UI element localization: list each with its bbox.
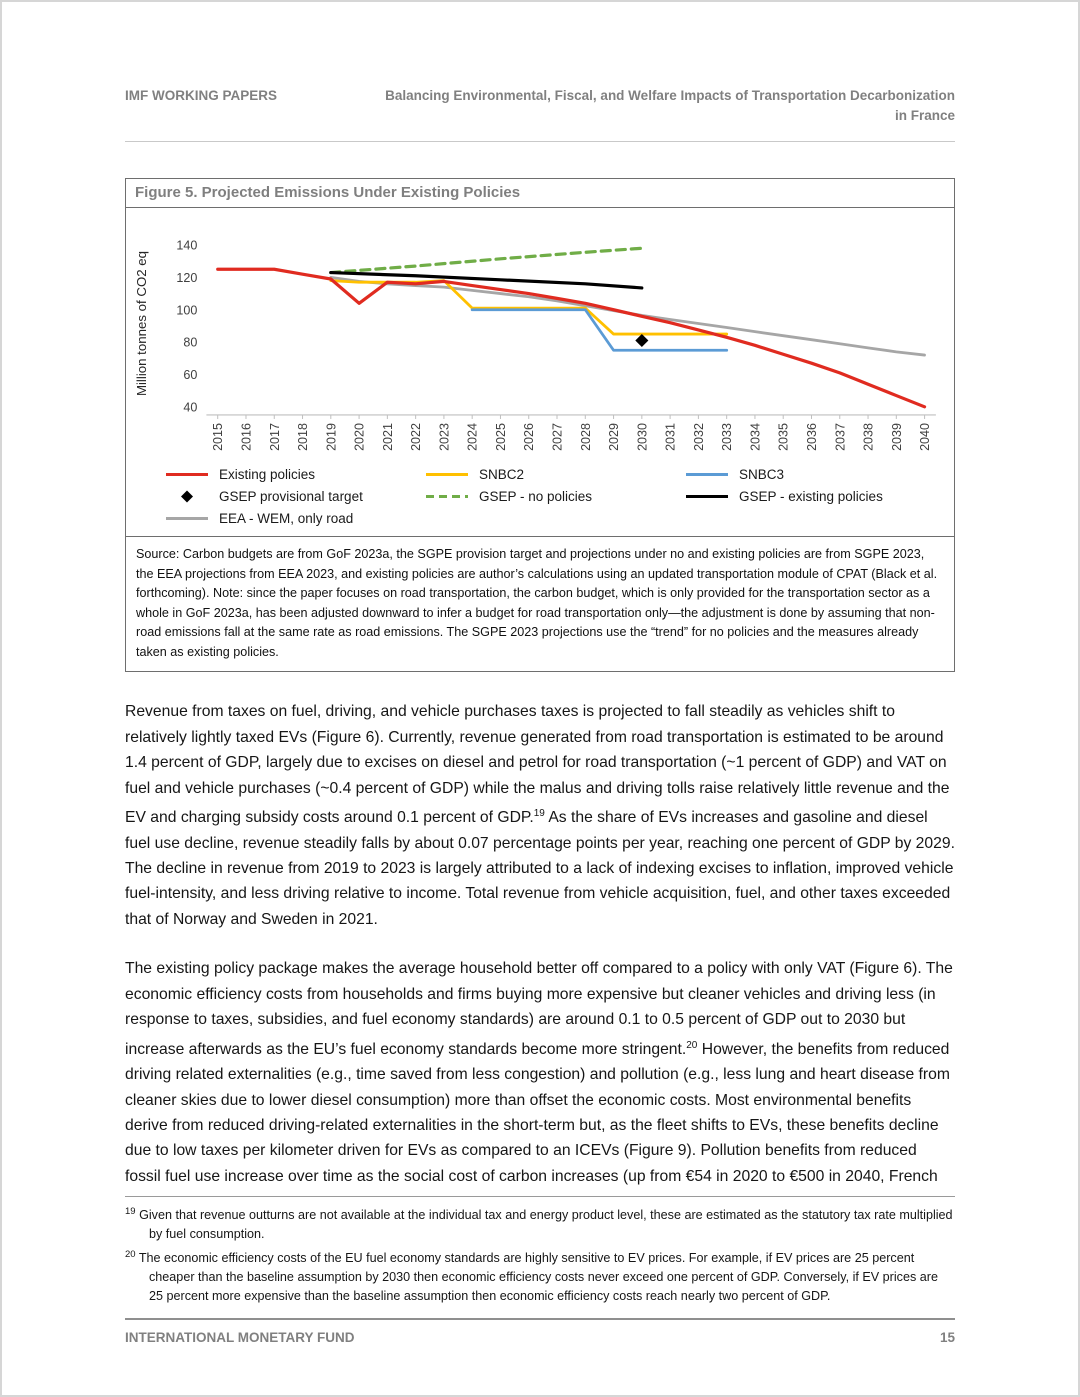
svg-text:140: 140 bbox=[176, 238, 198, 253]
svg-text:Million tonnes of CO2 eq: Million tonnes of CO2 eq bbox=[134, 251, 150, 397]
legend-label: Existing policies bbox=[219, 467, 316, 483]
footnote-20: $^{20}$ The economic efficiency costs of the EU fuel economy standards are highly sensitive to EV prices. For example, if EV prices are 25 percent cheaper than the baseline assumption by 2030 then economic efficiency costs never exceed one percent of GDP. Conversely, if EV prices are 25 percent more expensive than the baseline assumption then economic efficiency costs reach nearly two percent of GDP. bbox=[125, 1249, 938, 1303]
svg-text:2037: 2037 bbox=[833, 423, 848, 452]
svg-text:2040: 2040 bbox=[918, 423, 933, 452]
svg-text:2021: 2021 bbox=[380, 423, 395, 452]
svg-text:2035: 2035 bbox=[776, 423, 791, 452]
svg-text:2016: 2016 bbox=[239, 423, 254, 452]
document-footer bbox=[125, 1318, 955, 1345]
svg-text:80: 80 bbox=[183, 335, 198, 350]
svg-text:2015: 2015 bbox=[211, 423, 226, 452]
figure-title: Figure 5. Projected Emissions Under Existing Policies bbox=[126, 179, 954, 208]
footnote-marker: 20 bbox=[125, 1249, 136, 1261]
paragraph-revenue: Revenue from taxes on fuel, driving, and vehicle purchases taxes is projected to fall steadily as vehicles shift to relatively lightly taxed EVs (Figure 6). Currently, revenue generated from road transportation is estimated to be around 1.4 percent of GDP, largely due to excises on diesel and petrol for road transportation (~1 percent of GDP) and VAT on fuel and vehicle purchases (~0.4 percent of GDP) while the malus and driving tolls raise relatively little revenue and the EV and charging subsidy costs around 0.1 percent of GDP.$^{19}$ As the share of EVs increases and gasoline and diesel fuel use decline, revenue steadily falls by about 0.07 percentage points per year, reaching one percent of GDP by 2029. The decline in revenue from 2019 to 2023 is largely attributed to a lack of indexing excises to inflation, improved vehicle fuel-intensity, and less driving relative to income. Total revenue from vehicle acquisition, fuel, and other taxes exceeded that of Norway and Sweden in 2021. bbox=[125, 703, 955, 928]
legend-label: GSEP - no policies bbox=[479, 489, 593, 505]
footnote-reference: 19 bbox=[533, 808, 545, 820]
footnote-divider bbox=[125, 1196, 955, 1197]
legend-label: GSEP - existing policies bbox=[739, 489, 883, 505]
line-marker-icon bbox=[424, 468, 470, 481]
svg-text:2038: 2038 bbox=[861, 423, 876, 452]
line-marker-icon bbox=[684, 468, 730, 481]
footnote-19: $^{19}$ Given that revenue outturns are not available at the individual tax and energy product level, these are estimated as the statutory tax rate multiplied by fuel consumption. bbox=[125, 1206, 953, 1241]
legend-label: GSEP provisional target bbox=[219, 489, 363, 505]
legend-item-snbc2 bbox=[424, 467, 684, 482]
body-text bbox=[125, 699, 955, 1189]
figure-box bbox=[125, 178, 955, 672]
paragraph-policy-package: The existing policy package makes the average household better off compared to a policy with only VAT (Figure 6). The economic efficiency costs from households and firms buying more expensive but cleaner vehicles and driving less (in response to taxes, subsidies, and fuel economy standards) are around 0.1 to 0.5 percent of GDP out to 2030 but increase afterwards as the EU’s fuel economy standards become more stringent.$^{20}$ However, the benefits from reduced driving related externalities (e.g., time saved from less congestion) and pollution (e.g., less lung and heart disease from cleaner skies due to lower diesel consumption) more than offset the economic costs. Most environmental benefits derive from reduced driving-related externalities in the short-term but, as the fleet shifts to EVs, these benefits decline due to low taxes per kilometer driven for EVs as compared to an ICEVs (Figure 9). Pollution benefits from reduced fossil fuel use increase over time as the social cost of carbon increases (up from €54 in 2020 to €500 in 2040, French bbox=[125, 960, 953, 1185]
emissions-line-chart bbox=[126, 208, 954, 463]
svg-text:2026: 2026 bbox=[522, 423, 537, 452]
svg-text:2032: 2032 bbox=[691, 423, 706, 452]
svg-text:2018: 2018 bbox=[296, 423, 311, 452]
footnotes bbox=[125, 1205, 955, 1310]
svg-text:100: 100 bbox=[176, 303, 198, 318]
legend-item-existing-policies bbox=[164, 467, 424, 482]
chart-canvas bbox=[126, 216, 954, 463]
svg-text:60: 60 bbox=[183, 368, 198, 383]
figure-source-note: Source: Carbon budgets are from GoF 2023a, the SGPE provision target and projections under no and existing policies are from SGPE 2023, the EEA projections from EEA 2023, and existing policies are author’s calculations using an updated transportation module of CPAT (Black et al. forthcoming). Note: since the paper focuses on road transportation, the carbon budget, which is only provided for the transportation sector as a whole in GoF 2023a, has been adjusted downward to infer a budget for road transportation only—the adjustment is done by assuming that non-road emissions fall at the same rate as road emissions. The SGPE 2023 projections use the “trend” for no policies and the measures already taken as existing policies. bbox=[126, 536, 954, 671]
legend-item-gsep-provisional-target bbox=[164, 489, 424, 504]
svg-text:2031: 2031 bbox=[663, 423, 678, 452]
svg-text:2030: 2030 bbox=[635, 423, 650, 452]
svg-text:2039: 2039 bbox=[889, 423, 904, 452]
svg-text:2025: 2025 bbox=[493, 423, 508, 452]
svg-text:2020: 2020 bbox=[352, 423, 367, 452]
svg-text:2027: 2027 bbox=[550, 423, 565, 452]
footnote-reference: 20 bbox=[686, 1039, 698, 1051]
legend-item-gsep-no-policies bbox=[424, 489, 684, 504]
legend-label: SNBC2 bbox=[479, 467, 525, 483]
line-marker-icon bbox=[164, 468, 210, 481]
svg-text:2028: 2028 bbox=[578, 423, 593, 452]
svg-text:40: 40 bbox=[183, 400, 198, 415]
line-marker-icon bbox=[684, 490, 730, 503]
header-divider bbox=[125, 141, 955, 142]
svg-text:2017: 2017 bbox=[267, 423, 282, 452]
footer-publisher: INTERNATIONAL MONETARY FUND bbox=[125, 1330, 355, 1345]
running-head-title-line2: in France bbox=[894, 107, 955, 123]
legend-label: SNBC3 bbox=[739, 467, 785, 483]
svg-text:2022: 2022 bbox=[409, 423, 424, 452]
svg-text:2024: 2024 bbox=[465, 423, 480, 452]
dashed-marker-icon bbox=[424, 490, 470, 503]
legend-label: EEA - WEM, only road bbox=[219, 511, 354, 527]
diamond-marker-icon bbox=[164, 490, 210, 503]
document-header bbox=[125, 86, 955, 125]
footer-page-number: 15 bbox=[939, 1330, 955, 1345]
svg-text:2023: 2023 bbox=[437, 423, 452, 452]
svg-text:2034: 2034 bbox=[748, 423, 763, 452]
svg-text:2029: 2029 bbox=[607, 423, 622, 452]
legend-item-eea-wem-only-road bbox=[164, 511, 424, 526]
line-marker-icon bbox=[164, 512, 210, 525]
svg-text:2019: 2019 bbox=[324, 423, 339, 452]
footnote-marker: 19 bbox=[125, 1206, 136, 1218]
svg-text:2036: 2036 bbox=[805, 423, 820, 452]
legend-item-snbc3 bbox=[684, 467, 944, 482]
running-head-right bbox=[385, 86, 955, 125]
running-head-title-line1: Balancing Environmental, Fiscal, and Welfare Impacts of Transportation Decarbonization bbox=[385, 88, 955, 103]
chart-legend bbox=[126, 463, 954, 536]
running-head-left: IMF WORKING PAPERS bbox=[125, 88, 278, 103]
legend-item-gsep-existing-policies bbox=[684, 489, 944, 504]
svg-text:2033: 2033 bbox=[720, 423, 735, 452]
svg-text:120: 120 bbox=[176, 271, 198, 286]
